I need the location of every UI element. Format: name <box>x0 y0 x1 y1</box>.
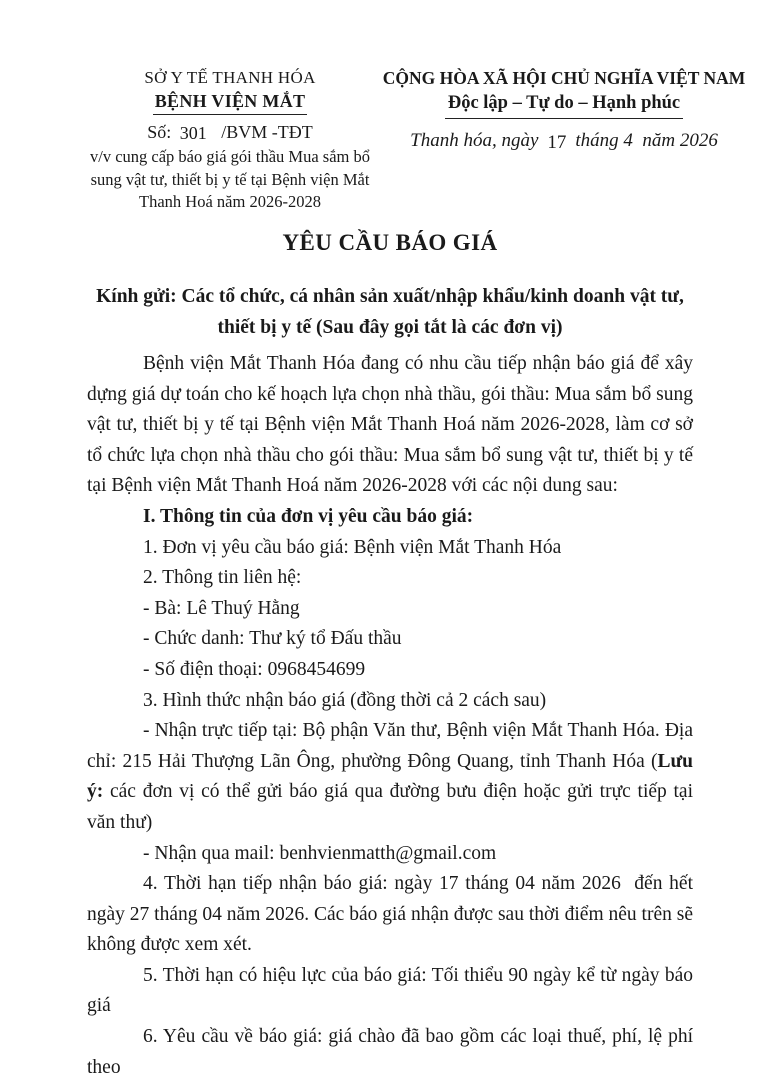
requirement-line: 6. Yêu cầu về báo giá: giá chào đã bao gồm các loại thuế, phí, lệ phí theo <box>87 1026 693 1078</box>
dateline-suffix: tháng 4 năm 2026 <box>575 130 718 151</box>
document-subject: v/v cung cấp báo giá gói thầu Mua sắm bổ sung vật tư, thiết bị y tế tại Bệnh viện Mắt Thanh Hoá năm 2026-2028 <box>90 147 370 211</box>
document-header <box>87 66 746 211</box>
issuer-organization-row <box>87 90 373 115</box>
contact-unit-line: 1. Đơn vị yêu cầu báo giá: Bệnh viện Mắt Thanh Hóa <box>143 536 562 558</box>
issuer-block <box>87 66 373 214</box>
validity-line: 5. Thời hạn có hiệu lực của báo giá: Tối thiểu 90 ngày kể từ ngày báo giá <box>87 964 693 1017</box>
receive-mail-line: - Nhận qua mail: benhvienmatth@gmail.com <box>143 842 497 864</box>
contact-phone-line: - Số điện thoại: 0968454699 <box>143 658 366 680</box>
receive-direct-text-tail: các đơn vị có thể gửi báo giá qua đường bưu điện hoặc gửi trực tiếp tại văn thư) <box>87 781 693 833</box>
deadline-paragraph: 4. Thời hạn tiếp nhận báo giá: ngày 17 tháng 04 năm 2026 đến hết ngày 27 tháng 04 năm 2026. Các báo giá nhận được sau thời điểm nêu trên sẽ không được xem xét. <box>87 873 693 956</box>
dateline <box>375 130 753 152</box>
note-label: Lưu ý: <box>87 750 693 803</box>
intro-paragraph: Bệnh viện Mắt Thanh Hóa đang có nhu cầu tiếp nhận báo giá để xây dựng giá dự toán cho kế hoạch lựa chọn nhà thầu, gói thầu: Mua sắm bổ sung vật tư, thiết bị y tế tại Bệnh viện Mắt Thanh Hoá năm 2026-2028, làm cơ sở tổ chức lựa chọn nhà thầu cho gói thầu: Mua sắm bổ sung vật tư, thiết bị y tế tại Bệnh viện Mắt Thanh Hoá năm 2026-2028 với các nội dung sau: <box>87 353 693 497</box>
document-body <box>87 349 693 1083</box>
national-block <box>375 66 753 152</box>
motto-row <box>375 90 753 119</box>
dateline-prefix: Thanh hóa, ngày <box>410 130 539 151</box>
document-number-suffix: /BVM -TĐT <box>221 122 313 142</box>
national-motto: Độc lập – Tự do – Hạnh phúc <box>445 92 683 119</box>
document-number-value: 301 <box>179 123 207 143</box>
contact-info-line: 2. Thông tin liên hệ: <box>143 567 302 589</box>
contact-name-line: - Bà: Lê Thuý Hằng <box>143 597 300 619</box>
section-1-heading: I. Thông tin của đơn vị yêu cầu báo giá: <box>143 505 474 527</box>
issuer-organization: BỆNH VIỆN MẮT <box>153 90 308 115</box>
salutation: Kính gửi: Các tổ chức, cá nhân sản xuất/nhập khẩu/kinh doanh vật tư, thiết bị y tế (Sau đây gọi tắt là các đơn vị) <box>96 286 684 338</box>
national-title: CỘNG HÒA XÃ HỘI CHỦ NGHĨA VIỆT NAM <box>382 68 746 88</box>
dateline-day: 17 <box>547 132 567 153</box>
contact-role-line: - Chức danh: Thư ký tổ Đấu thầu <box>143 628 402 650</box>
receive-direct-paragraph <box>87 716 693 838</box>
page-title: YÊU CẦU BÁO GIÁ <box>282 230 498 255</box>
receive-method-line: 3. Hình thức nhận báo giá (đồng thời cả 2 cách sau) <box>143 689 547 711</box>
issuer-department: SỞ Y TẾ THANH HÓA <box>144 68 316 87</box>
receive-direct-text: - Nhận trực tiếp tại: Bộ phận Văn thư, Bệnh viện Mắt Thanh Hóa. Địa chỉ: 215 Hải Thượng Lãn Ông, phường Đông Quang, tỉnh Thanh Hóa ( <box>87 720 693 772</box>
document-number <box>87 120 373 144</box>
document-number-label: Số: <box>147 122 172 142</box>
